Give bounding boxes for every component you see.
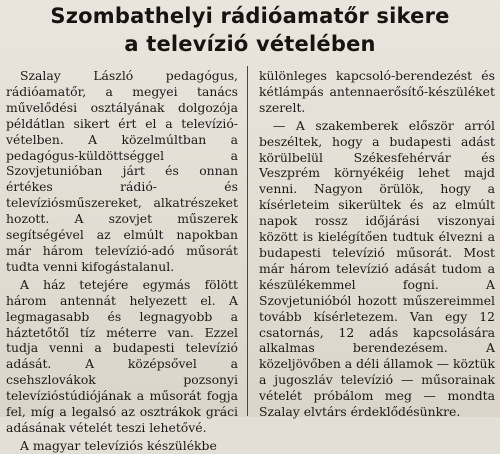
paragraph-2: A ház tetejére egymás fölött három antennát helyezett el. A legmagasabb és legnagyobb a háztetőtől tíz méterre van. Ezzel tudja venni a budapesti televízió adását. A középsővel a csehszlovákok pozsonyi televízióstúdiójának a műsorát fogja fel, míg a legalsó az osztrákok gráci adásának vételét teszi lehetővé.: [6, 276, 238, 435]
paragraph-3-continued: különleges kapcsoló-berendezést és kétlámpás antennaerősítő-készüléket szerelt.: [259, 68, 495, 115]
paragraph-3: A magyar televíziós készülékbe: [20, 437, 217, 453]
paragraph-1: Szalay László pedagógus, rádióamatőr, a megyei tanács művelődési osztályának dolgozója példátlan sikert ért el a televízió-vételben. A közelmúltban a pedagógus-küldöttséggel a Szovjetunióban járt és onnan értékes rádió- és televíziósműszereket, alkatrészeket hozott. A szovjet műszerek segítségével az elmúlt napokban már három televízió-adó műsorát tudta venni kifogástalanul.: [6, 68, 238, 274]
headline-line-1: Szombathelyi rádióamatőr sikere: [50, 4, 450, 28]
paragraph-4: — A szakemberek először arról beszéltek, hogy a budapesti adást körülbelül Székesfehérvár és Veszprém környékéig lehet majd venni. Nagyon örülök, hogy a kísérleteim sikerültek és az elmúlt napok rossz időjárási viszonyai között is kielégítően tudtuk élvezni a budapesti televízió műsorát. Most már három televízió adását tudom a készülékemmel fogni. A Szovjetunióból hozott műszereimmel tovább kísérletezem. Van egy 12 csatornás, 12 adás kapcsolására alkalmas berendezésem. A közeljövőben a déli államok — köztük a jugoszláv televízió — műsorainak vételét próbálom meg — mondta Szalay elvtárs érdeklődésünkre.: [259, 117, 495, 420]
right-column: [259, 68, 495, 420]
left-column: [6, 68, 238, 454]
headline-line-2: a televízió vételében: [124, 32, 376, 56]
column-divider: [247, 66, 248, 416]
